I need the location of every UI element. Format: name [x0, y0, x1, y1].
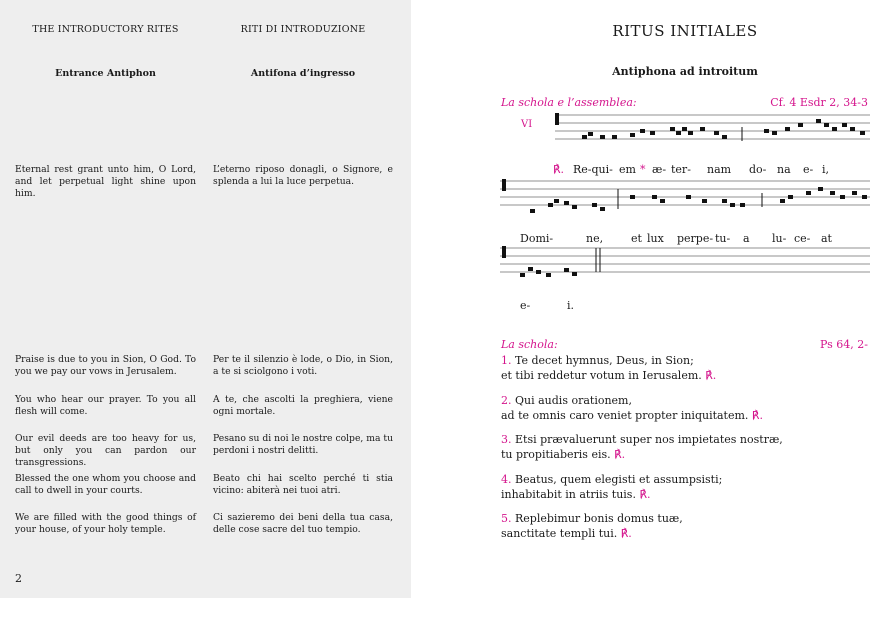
latin-verse-5	[501, 511, 866, 541]
antiphon-italian: L’eterno riposo donagli, o Signore, e splenda a lui la luce perpetua.	[213, 164, 393, 187]
syllable: a	[743, 232, 750, 245]
syllable: perpe-	[677, 232, 714, 245]
verse-number: 1.	[501, 354, 512, 367]
response-symbol: ℟.	[705, 369, 717, 382]
syllable: æ-	[652, 163, 667, 176]
syllable: at	[821, 232, 832, 245]
syllable: ne,	[586, 232, 604, 245]
syllable: na	[777, 163, 791, 176]
syllable: nam	[707, 163, 732, 176]
syllable: ter-	[671, 163, 691, 176]
syllable: e-	[520, 299, 531, 312]
header-english: THE INTRODUCTORY RITES	[32, 24, 179, 35]
subheader-italian: Antifona d’ingresso	[250, 68, 356, 79]
scripture-reference-2: Ps 64, 2-	[820, 338, 868, 351]
syllable: i.	[567, 299, 575, 312]
syllable: do-	[749, 163, 767, 176]
verse-line: Qui audis orationem,	[515, 394, 632, 407]
verse-number: 4.	[501, 473, 512, 486]
verse-3-italian: Pesano su di noi le nostre colpe, ma tu perdoni i nostri delitti.	[213, 433, 393, 456]
response-symbol: ℟.	[553, 163, 565, 176]
syllable: em	[619, 163, 636, 176]
syllable: Domi-	[520, 232, 554, 245]
verse-4-italian: Beato chi hai scelto perché ti stia vicino: abiterà nei tuoi atri.	[213, 473, 393, 496]
rubric-schola-assembly: La schola e l’assemblea:	[501, 96, 637, 109]
verse-2-english: You who hear our prayer. To you all flesh will come.	[15, 394, 196, 417]
antiphon-english: Eternal rest grant unto him, O Lord, and let perpetual light shine upon him.	[15, 164, 196, 199]
latin-verse-3	[501, 432, 866, 462]
english-italian-page	[0, 0, 411, 598]
syllable: tu-	[715, 232, 731, 245]
antiphon-heading: Antiphona ad introitum	[612, 65, 758, 78]
verse-5-italian: Ci sazieremo dei beni della tua casa, delle cose sacre del tuo tempio.	[213, 512, 393, 535]
verse-2-italian: A te, che ascolti la preghiera, viene ogni mortale.	[213, 394, 393, 417]
verse-line: sanctitate templi tui.	[501, 527, 618, 540]
scripture-reference-1: Cf. 4 Esdr 2, 34-3	[770, 96, 868, 109]
page-title: RITUS INITIALES	[612, 22, 758, 40]
response-symbol: ℟.	[639, 488, 651, 501]
verse-line: et tibi reddetur votum in Ierusalem.	[501, 369, 702, 382]
mode-label: VI	[521, 119, 533, 130]
response-symbol: ℟.	[620, 527, 632, 540]
verse-3-english: Our evil deeds are too heavy for us, but only you can pardon our transgressions.	[15, 433, 196, 468]
page-number: 2	[15, 572, 22, 585]
syllable: lux	[647, 232, 664, 245]
chant-notation	[500, 105, 870, 300]
verse-number: 3.	[501, 433, 512, 446]
syllable: lu-	[772, 232, 787, 245]
syllable: ce-	[794, 232, 811, 245]
verse-line: Replebimur bonis domus tuæ,	[515, 512, 683, 525]
asterisk-marker: *	[640, 163, 646, 176]
syllable: i,	[822, 163, 830, 176]
verse-line: inhabitabit in atriis tuis.	[501, 488, 636, 501]
verse-1-english: Praise is due to you in Sion, O God. To you we pay our vows in Jerusalem.	[15, 354, 196, 377]
syllable: et	[631, 232, 642, 245]
subheader-english: Entrance Antiphon	[55, 68, 156, 79]
verse-number: 5.	[501, 512, 512, 525]
response-symbol: ℟.	[751, 409, 763, 422]
verse-line: Te decet hymnus, Deus, in Sion;	[515, 354, 694, 367]
verse-line: Beatus, quem elegisti et assumpsisti;	[515, 473, 723, 486]
verse-line: tu propitiaberis eis.	[501, 448, 611, 461]
verse-5-english: We are filled with the good things of your house, of your holy temple.	[15, 512, 196, 535]
syllable: Re-qui-	[573, 163, 613, 176]
verse-4-english: Blessed the one whom you choose and call to dwell in your courts.	[15, 473, 196, 496]
response-symbol: ℟.	[614, 448, 626, 461]
latin-verse-1	[501, 353, 866, 383]
latin-verse-2	[501, 393, 866, 423]
rubric-schola: La schola:	[501, 338, 558, 351]
verse-1-italian: Per te il silenzio è lode, o Dio, in Sion, a te si sciolgono i voti.	[213, 354, 393, 377]
syllable: e-	[803, 163, 814, 176]
verse-number: 2.	[501, 394, 512, 407]
latin-verse-4	[501, 472, 866, 502]
verse-line: Etsi prævaluerunt super nos impietates nostræ,	[515, 433, 783, 446]
header-italian: RITI DI INTRODUZIONE	[240, 24, 366, 35]
verse-line: ad te omnis caro veniet propter iniquitatem.	[501, 409, 749, 422]
